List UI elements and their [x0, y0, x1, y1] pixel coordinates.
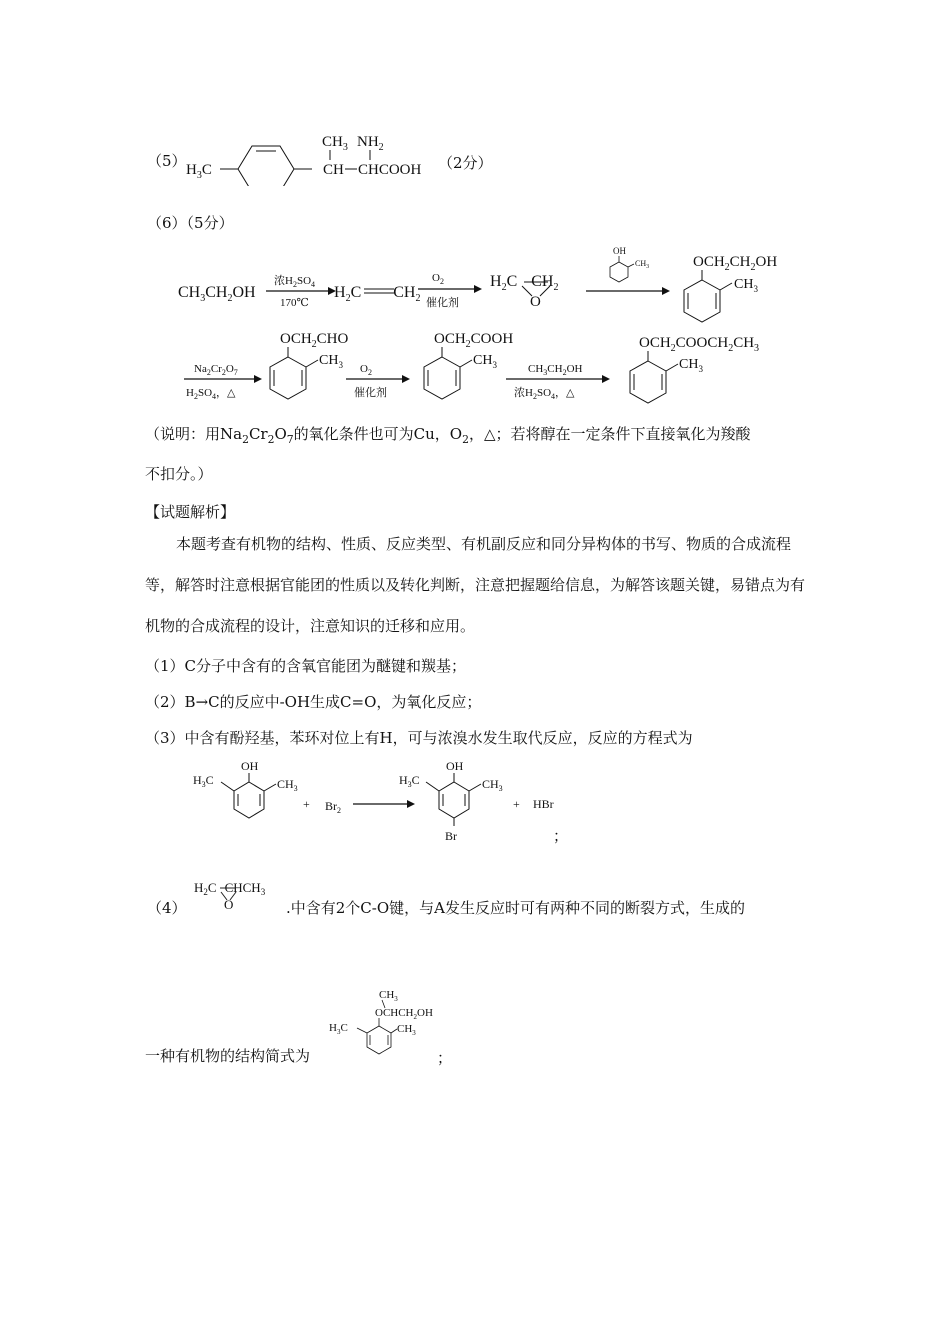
- eq3-p-br: Br: [445, 829, 457, 843]
- item4-line-2: 一种有机物的结构简式为: [145, 1047, 311, 1065]
- item4-ring: [367, 1026, 391, 1054]
- note-line-1: （说明：用$Na_2Cr_2O_7$的氧化条件也可为Cu，$O_2$，△；若将醇在一定条件下直接氧化为羧酸: [145, 425, 751, 446]
- eq3-end: ；: [553, 827, 569, 845]
- part5-chcooh: CHCOOH: [358, 162, 422, 178]
- product4-chain: $OCH_2COOCH_2CH_3$: [639, 335, 760, 354]
- item4-epoxide: [190, 876, 290, 916]
- product3-ch3: $CH_3$: [473, 353, 497, 370]
- analysis-intro: 本题考查有机物的结构、性质、反应类型、有机副反应和同分异构体的书写、物质的合成流程等，解答时注意根据官能团的性质以及转化判断，注意把握题给信息，为解答该题关键，易错点为有机物的合成流程的设计，注意知识的迁移和应用。: [145, 535, 806, 635]
- analysis-item-1: （1）C分子中含有的含氧官能团为醚键和羰基；: [145, 657, 467, 675]
- eq3-p-h3c: $H_3C$: [399, 773, 420, 789]
- part5-ch3: $CH_3$: [322, 134, 348, 153]
- eq3-ch3: $CH_3$: [277, 777, 298, 793]
- step6-reagent: $CH_3CH_2OH$: [528, 363, 583, 377]
- product1-ring: [684, 280, 720, 322]
- part5-h3c: $H_3C$: [186, 162, 212, 181]
- item4-ch3: $CH_3$: [397, 1023, 416, 1037]
- step3-oh: OH: [613, 246, 626, 256]
- product4-ch3: $CH_3$: [679, 357, 703, 374]
- eq3-oh: OH: [241, 759, 259, 773]
- synthesis-row-2: [180, 326, 800, 416]
- part5-ch: CH: [323, 162, 344, 178]
- item4-end: ；: [437, 1049, 453, 1067]
- ethanol: $CH_3CH_2OH$: [178, 284, 256, 304]
- part5-nh2: $NH_2$: [357, 134, 384, 153]
- step2-reagent: $O_2$: [432, 272, 444, 286]
- product2-ch3: $CH_3$: [319, 353, 343, 370]
- equation-3: [185, 752, 585, 852]
- analysis-heading: 【试题解析】: [145, 503, 236, 521]
- item4-epoxide-o: O: [224, 897, 234, 912]
- product2-ring: [270, 357, 306, 399]
- benzene-ring: [238, 146, 294, 186]
- eq3-plus-1: +: [303, 797, 310, 811]
- item4-epoxide-text: $H_2C$ $CHCH_3$: [194, 880, 266, 897]
- eq3-plus-2: +: [513, 797, 520, 811]
- item4-ch3-top: $CH_3$: [379, 989, 398, 1003]
- step5-reagent: $O_2$: [360, 363, 372, 377]
- step5-condition: 催化剂: [354, 387, 387, 399]
- synthesis-row-1: [170, 240, 790, 330]
- item4-label: （4）: [147, 899, 187, 917]
- step1-temp: 170℃: [280, 297, 309, 309]
- eq3-p-oh: OH: [446, 759, 464, 773]
- step6-condition: 浓$H_2SO_4$，△: [514, 387, 575, 401]
- eq3-hbr: HBr: [533, 797, 554, 811]
- item4-chain: $OCHCH_2OH$: [375, 1007, 433, 1021]
- analysis-item-2: （2）B→C的反应中-OH生成C=O，为氧化反应；: [145, 693, 482, 711]
- product1-chain: $OCH_2CH_2OH$: [693, 254, 778, 273]
- step1-reagent: 浓$H_2SO_4$: [274, 275, 316, 289]
- step3-ring: [610, 262, 628, 282]
- step4-condition: $H_2SO_4$，△: [186, 387, 236, 401]
- part5-structure: [180, 126, 440, 186]
- epoxide: $H_2C$ $CH_2$: [490, 273, 559, 293]
- product2-chain: $OCH_2CHO$: [280, 331, 349, 350]
- product3-ring: [424, 357, 460, 399]
- step4-reagent: $Na_2Cr_2O_7$: [194, 363, 238, 377]
- product4-ring: [630, 361, 666, 403]
- ethylene: $H_2C$ $CH_2$: [334, 284, 421, 304]
- step2-condition: 催化剂: [426, 297, 459, 309]
- eq3-br2: $Br_2$: [325, 799, 341, 815]
- part5-score: （2分）: [438, 154, 493, 172]
- epoxide-o: O: [530, 294, 541, 310]
- eq3-h3c: $H_3C$: [193, 773, 214, 789]
- product3-chain: $OCH_2COOH$: [434, 331, 514, 350]
- eq3-p-ch3: $CH_3$: [482, 777, 503, 793]
- note-line-2: 不扣分。）: [145, 465, 213, 483]
- item4-structure: [325, 986, 445, 1066]
- product1-ch3: $CH_3$: [734, 277, 758, 294]
- step3-ch3: $CH_3$: [635, 259, 650, 270]
- item4-h3c: $H_3C$: [329, 1022, 348, 1036]
- analysis-item-3: （3）中含有酚羟基，苯环对位上有H，可与浓溴水发生取代反应，反应的方程式为: [145, 729, 693, 747]
- part5-label: （5）: [147, 152, 187, 170]
- part6-label: （6）（5分）: [147, 214, 234, 232]
- item4-text: .中含有2个C-O键，与A发生反应时可有两种不同的断裂方式，生成的: [286, 899, 745, 917]
